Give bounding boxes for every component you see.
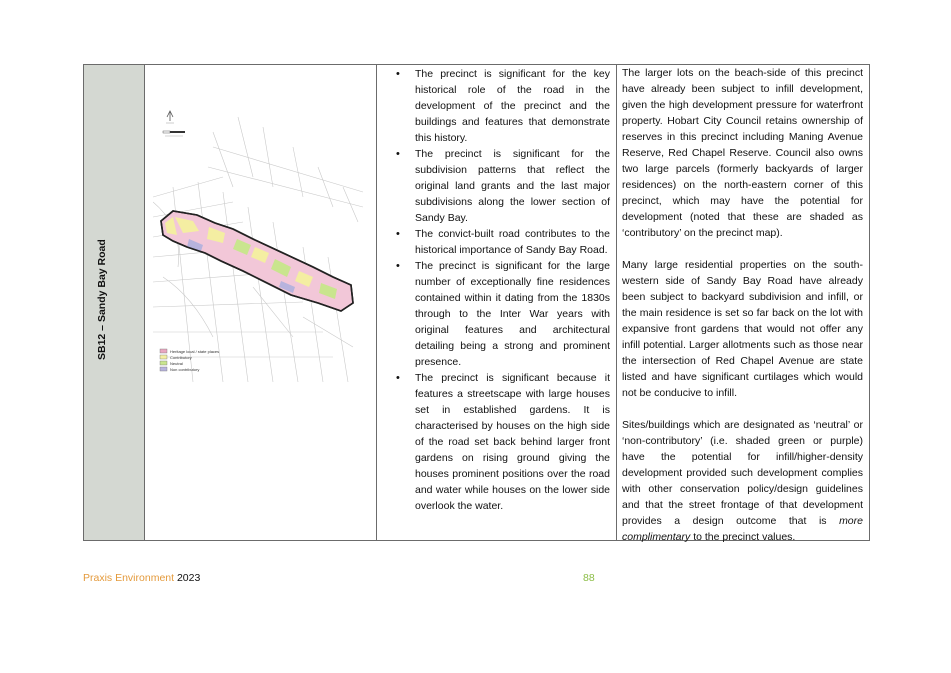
development-cell xyxy=(617,65,869,543)
footer-brand xyxy=(83,572,200,584)
brand-name: Praxis Environment xyxy=(83,572,175,584)
significance-cell xyxy=(377,65,617,540)
legend-label: Neutral xyxy=(170,361,183,366)
development-paragraph: The larger lots on the beach-side of this precinct have already been subject to infill development, given the high development pressure for waterfront property. Hobart City Council retains ownership of reserves in this precinct including Maning Avenue Reserve, Red Chapel Reserve. Council also owns two large parcels (formerly backyards of larger residences) on the north-eastern corner of this precinct, which may have the potential for development (noted that these are shaded as ‘contributory’ on the precinct map). xyxy=(622,67,863,239)
significance-list xyxy=(377,65,616,514)
list-item: • The precinct is significant for the key historical role of the road in the development of the precinct and the buildings and features that demonstrate this history. xyxy=(415,66,610,146)
list-item: • The precinct is significant for the subdivision patterns that reflect the original land grants and the last major subdivisions along the lower section of Sandy Bay. xyxy=(415,146,610,226)
list-item: • The precinct is significant for the large number of exceptionally fine residences contained within it dating from the 1830s through to the Inter War years with original features and architectural detailing being a strong and prominent presence. xyxy=(415,258,610,370)
emphasis-text: more complimentary xyxy=(622,515,863,543)
map-cell xyxy=(145,65,377,540)
development-paragraph: Many large residential properties on the south-western side of Sandy Bay Road have already been subject to backyard subdivision and infill, or the main residence is set so far back on the lot with expansive front gardens that would not offer any infill potential. Larger allotments such as those near the intersection of Red Chapel Avenue are state listed and have significant curtilages which would not be conducive to infill. xyxy=(622,259,863,399)
list-item: • The convict-built road contributes to the historical importance of Sandy Bay Road. xyxy=(415,226,610,258)
scale-bar-icon xyxy=(163,131,185,136)
paragraph-text: to the precinct values. xyxy=(690,531,796,543)
precinct-area xyxy=(161,211,353,311)
legend-label: Heritage local / state places xyxy=(170,349,220,354)
precinct-table xyxy=(83,64,870,541)
list-item: • The precinct is significant because it features a streetscape with large houses set in established gardens. It is characterised by houses on the high side of the road set back behind larger front gardens on rising ground giving the houses prominent positions over the road and water while houses on the lower side overlook the water. xyxy=(415,370,610,514)
legend-label: Contributory xyxy=(170,355,192,360)
footer-year: 2023 xyxy=(176,572,201,584)
page-number: 88 xyxy=(583,572,595,584)
precinct-map xyxy=(153,107,369,382)
north-arrow-icon xyxy=(166,111,174,123)
precinct-label-cell xyxy=(84,65,145,540)
paragraph-text: Sites/buildings which are designated as ‘neutral’ or ‘non-contributory’ (i.e. shaded green or purple) have the potential for infill/higher-density development provided such development complies with other conservation policy/design guidelines and that the street frontage of that development provides a design outcome that is xyxy=(622,419,863,527)
precinct-label: SB12 – Sandy Bay Road xyxy=(96,239,108,360)
legend-label: Non contributory xyxy=(170,367,200,372)
map-legend xyxy=(160,349,219,372)
development-paragraph xyxy=(617,417,869,545)
